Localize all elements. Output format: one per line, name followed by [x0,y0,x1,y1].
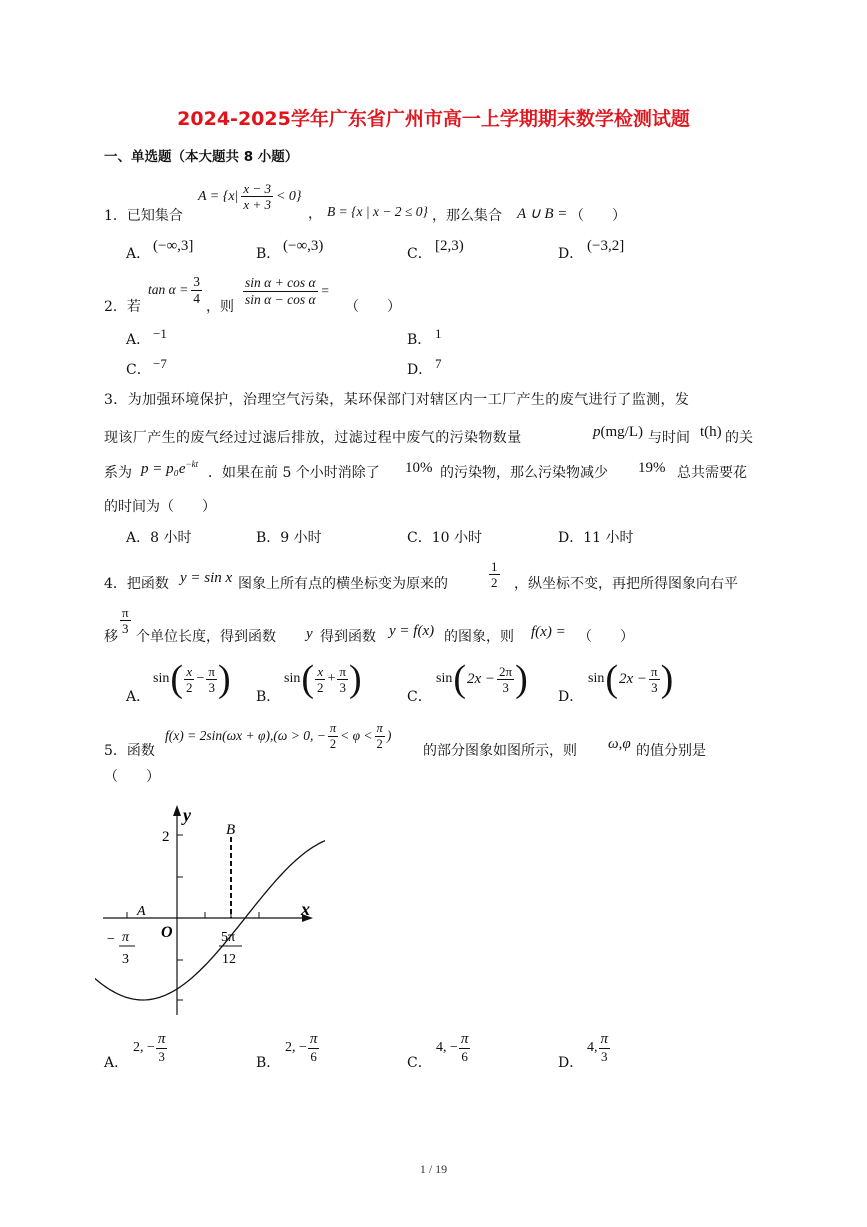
x-axis-label: x [301,899,310,919]
left-tick-num: π [122,930,130,945]
q5-stem-mid: 的部分图象如图所示，则 [423,743,577,759]
q2-expr-den: sin α − cos α [245,291,316,307]
q5-option-a-value: 2, − $\frac{\pi}{3}$ [133,1031,166,1064]
q5-paren: （ ） [104,769,160,785]
q4-option-d-value: sin ( 2x − $\frac{\pi}{3}$ ) [588,658,674,700]
q1-option-a-letter: A． [126,246,151,262]
q1-set-a-numerator: x − 3 [243,181,271,196]
q4-fx: y = f(x) [389,623,435,639]
q4-a-sin: sin [153,671,170,686]
y-axis-arrow-icon [173,805,181,816]
q1-set-b: B = {x | x − 2 ≤ 0} [327,204,428,219]
q5-option-d-letter: D． [558,1055,584,1071]
q3-line3-mid1: ．如果在前 5 个小时消除了 [208,465,380,481]
q5-option-b-value: 2, − $\frac{\pi}{6}$ [285,1031,318,1064]
q1-set-a-denominator: x + 3 [243,197,271,212]
q2-stem-prefix: 2．若 [104,299,141,315]
q5-vars: ω,φ [608,736,631,752]
y-axis-label: y [183,805,191,825]
q2-expr-num: sin α + cos α [245,275,316,290]
q2-expression [243,276,330,306]
q4-line1-post: ，纵坐标不变，再把所得图象向右平 [514,576,738,592]
q4-line2-mid: 个单位长度，得到函数 [136,629,276,645]
q1-option-b-letter: B． [256,246,281,262]
left-tick-den: 3 [122,952,129,967]
q1-set-a [198,182,302,211]
q1-stem-prefix: 1．已知集合 [104,208,183,224]
q1-paren: （ ） [570,208,626,224]
q3-formula [141,460,198,477]
q2-tan [148,275,202,305]
q4-option-c-letter: C． [407,689,432,705]
q3-option-b: B．9 小时 [256,530,322,546]
q3-line2-pre: 现该厂产生的废气经过过滤后排放，过滤过程中废气的污染物数量 [104,430,522,446]
page-title: 2024-2025学年广东省广州市高一上学期期末数学检测试题 [177,108,690,130]
q2-tan-num: 3 [193,274,200,289]
q2-tan-fraction [191,275,202,305]
q4-option-b-letter: B． [256,689,281,705]
q4-pi3-den: 3 [122,621,129,636]
q3-line4: 的时间为（ ） [104,499,216,515]
q4-line2-mid2: 得到函数 [320,629,376,645]
q4-pi3 [120,606,131,635]
q4-half [489,560,500,589]
q3-formula-base: p = p₀e [141,461,186,477]
q5-formula-end: ) [386,728,392,744]
left-tick-sign: − [107,932,115,947]
q1-option-c-letter: C． [407,246,432,262]
q5-option-a-letter: A． [104,1055,129,1071]
q2-option-d-letter: D． [407,362,433,378]
q4-func: y = sin x [180,570,233,586]
origin-label: O [161,924,173,941]
q4-half-den: 2 [491,575,498,590]
q4-pi3-fraction [120,606,131,635]
q4-option-c-value: sin ( 2x − $\frac{2\pi}{3}$ ) [436,658,528,700]
q5-option-c-value: 4, − $\frac{\pi}{6}$ [436,1031,469,1064]
q1-union: A ∪ B = [517,206,568,222]
q3-formula-exp: −kt [185,459,199,469]
q1-option-d-letter: D． [558,246,584,262]
q4-line2-pre: 移 [104,629,118,645]
q3-pct10: 10% [405,460,433,476]
q3-line2-mid: 与时间 [648,430,690,446]
q5-formula-main: f(x) = 2sin(ωx + φ),(ω > 0, − [165,728,326,744]
q1-stem-post: ，那么集合 [432,208,502,224]
q5-stem-post: 的值分别是 [636,743,706,759]
q2-option-a-letter: A． [126,332,151,348]
q2-option-b-letter: B． [407,332,432,348]
q1-option-a-value: (−∞,3] [153,238,194,254]
q2-tan-den: 4 [193,290,200,306]
q4-option-d-letter: D． [558,689,584,705]
q2-option-a-value: −1 [153,326,167,341]
q1-set-a-fraction [241,182,273,211]
point-a-label: A [137,904,146,919]
right-tick-num: 5π [221,930,236,945]
right-tick-den: 12 [222,952,236,967]
q5-option-c-letter: C． [407,1055,432,1071]
y-tick-label-2: 2 [162,829,170,845]
q5-option-d-value: 4, $\frac{\pi}{3}$ [587,1031,609,1064]
q3-line2-post: 的关 [725,430,753,446]
q3-option-d: D．11 小时 [558,530,634,546]
q3-line3-mid2: 的污染物，那么污染物减少 [440,465,608,481]
q5-graph [95,795,325,1025]
q4-pi3-num: π [122,605,129,620]
q3-line3-pre: 系为 [104,465,132,481]
q4-option-a-value: sin ( $\frac{x}{2}$ − $\frac{\pi}{3}$ ) [153,658,231,700]
q4-half-num: 1 [491,559,498,574]
q5-formula: f(x) = 2sin(ωx + φ),(ω > 0, − $\frac{\pi}{2}$ < φ < $\frac{\pi}{2}$ ) [165,721,392,751]
q3-option-c: C．10 小时 [407,530,482,546]
q4-half-fraction [489,560,500,589]
q2-option-b-value: 1 [435,326,442,341]
q2-option-d-value: 7 [435,356,442,371]
q4-option-b-value: sin ( $\frac{x}{2}$ + $\frac{\pi}{3}$ ) [284,658,362,700]
section-header: 一、单选题（本大题共 8 小题） [104,149,299,165]
q4-paren: （ ） [578,629,634,645]
q3-option-a: A．8 小时 [126,530,192,546]
q1-option-c-value: [2,3) [435,238,464,254]
q2-eq: = [320,283,330,299]
q5-option-b-letter: B． [256,1055,281,1071]
q2-tan-left: tan α = [148,282,189,298]
q1-set-a-right: < 0} [275,188,302,204]
q2-option-c-letter: C． [126,362,151,378]
q1-option-b-value: (−∞,3) [283,238,324,254]
q5-stem-prefix: 5．函数 [104,743,155,759]
q3-pct19: 19% [638,460,666,476]
q4-y-var: y [306,626,313,642]
q5-formula-mid: < φ < [340,728,373,744]
q4-line2-post: 的图象，则 [444,629,514,645]
point-b-label: B [226,822,236,838]
q2-paren: （ ） [345,299,401,315]
q2-option-c-value: −7 [153,356,167,371]
q3-line1: 3．为加强环境保护，治理空气污染，某环保部门对辖区内一工厂产生的废气进行了监测，发 [104,392,690,408]
q2-mid: ，则 [206,299,234,315]
q3-p-unit: p(mg/L) [593,424,643,440]
q1-option-d-value: (−3,2] [587,238,625,254]
q4-fx-eq: f(x) = [531,624,566,640]
q1-set-a-left: A = {x| [198,188,239,204]
q1-comma: ， [308,206,322,222]
q4-line1-mid: 图象上所有点的横坐标变为原来的 [238,576,448,592]
q2-expr-fraction [243,276,318,306]
q4-line1-pre: 4．把函数 [104,576,169,592]
q3-line3-post: 总共需要花 [677,465,747,481]
q4-option-a-letter: A． [126,689,151,705]
q3-t-unit: t(h) [700,424,722,440]
page-number: 1 / 19 [419,1162,448,1176]
